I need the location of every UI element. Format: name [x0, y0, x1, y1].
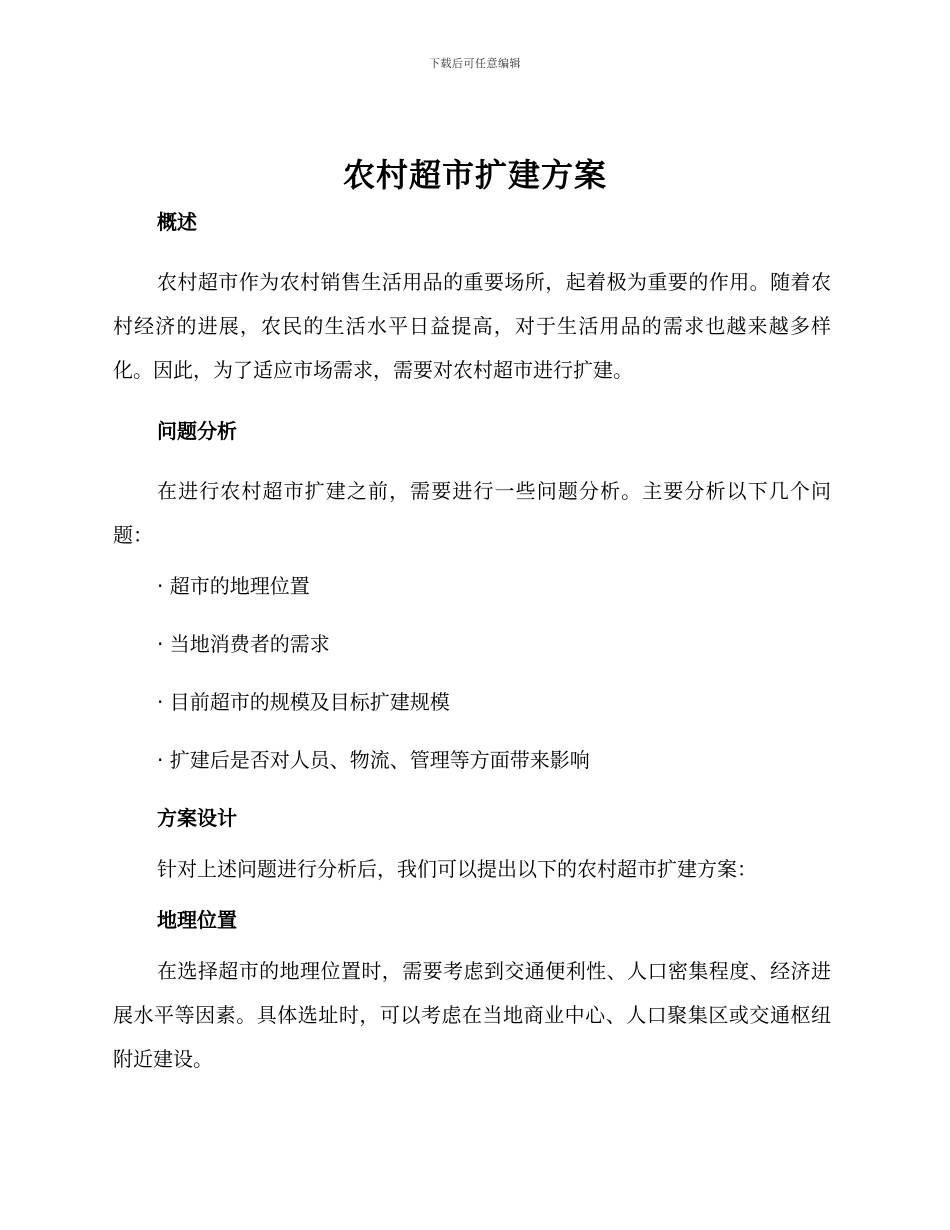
paragraph-overview: 农村超市作为农村销售生活用品的重要场所，起着极为重要的作用。随着农村经济的进展，农民的生活水平日益提高，对于生活用品的需求也越来越多样化。因此，为了适应市场需求，需要对农村超市进行扩建。 — [113, 270, 831, 382]
section-heading-location: 地理位置 — [157, 908, 237, 932]
paragraph-location: 在选择超市的地理位置时，需要考虑到交通便利性、人口密集程度、经济进展水平等因素。具体选址时，可以考虑在当地商业中心、人口聚集区或交通枢纽附近建设。 — [113, 959, 831, 1071]
list-item: · 扩建后是否对人员、物流、管理等方面带来影响 — [157, 748, 590, 772]
paragraph-design: 针对上述问题进行分析后，我们可以提出以下的农村超市扩建方案： — [157, 857, 757, 881]
list-item: · 超市的地理位置 — [157, 574, 310, 598]
section-heading-analysis: 问题分析 — [157, 419, 237, 443]
section-heading-design: 方案设计 — [157, 806, 237, 830]
document-title: 农村超市扩建方案 — [342, 156, 607, 194]
list-item: · 当地消费者的需求 — [157, 632, 330, 656]
list-item: · 目前超市的规模及目标扩建规模 — [157, 690, 450, 714]
section-heading-overview: 概述 — [157, 210, 197, 234]
paragraph-analysis: 在进行农村超市扩建之前，需要进行一些问题分析。主要分析以下几个问题： — [113, 479, 831, 547]
header-note: 下载后可任意编辑 — [429, 57, 521, 70]
analysis-bullet-list — [113, 567, 831, 779]
document-body — [113, 203, 831, 1081]
